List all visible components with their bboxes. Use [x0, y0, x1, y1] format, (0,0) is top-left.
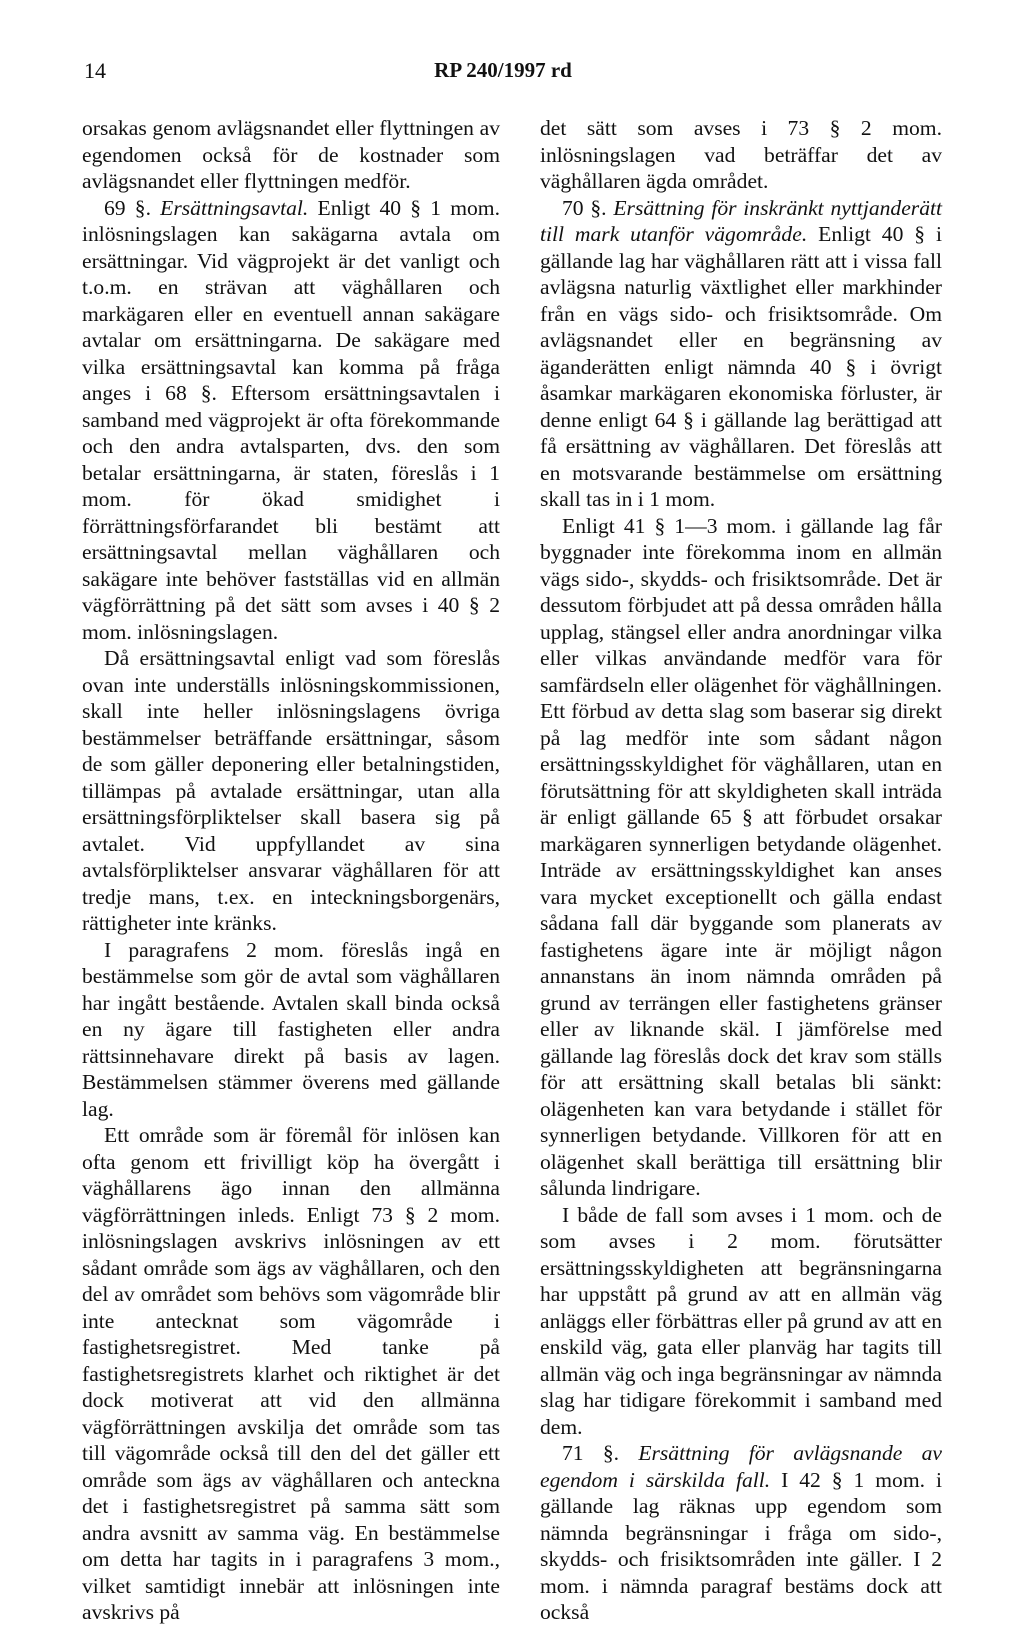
- section-number: 71 §.: [562, 1441, 620, 1465]
- section-body: I 42 § 1 mom. i gällande lag räknas upp egendom som nämnda begränsningar i fråga om sido-, skydds- och frisiktsområden inte gäller. I 2 mom. i nämnda paragraf bestäms dock att också: [540, 1467, 942, 1624]
- document-id: RP 240/1997 rd: [434, 58, 572, 82]
- section-title: Ersättningsavtal.: [160, 195, 309, 220]
- section-number: 70 §.: [562, 195, 607, 220]
- paragraph: Då ersättningsavtal enligt vad som föreslås ovan inte underställs inlösningskommissionen, skall inte heller inlösningslagens övriga bestämmelser beträffande ersättningar, såsom de som gäller deponering eller betalningstiden, tillämpas på avtalade ersättningar, utan alla ersättningsförpliktelser skall basera sig på avtalet. Vid uppfyllandet av sina avtalsförpliktelser ansvarar väghållaren för att tredje mans, t.ex. en inteckningsborgenärs, rättigheter inte kränks.: [82, 646, 500, 935]
- left-column: [82, 115, 500, 1626]
- paragraph: Ett område som är föremål för inlösen kan ofta genom ett frivilligt köp ha övergått i väghållarens ägo innan den allmänna vägförrättningen inleds. Enligt 73 § 2 mom. inlösningslagen avskrivs inlösningen av ett sådant område som ägs av väghållaren, och den del av området som behövs som vägområde blir inte antecknat som vägområde i fastighetsregistret. Med tanke på fastighetsregistrets klarhet och riktighet är det dock motiverat att vid den allmänna vägförrättningen avskilja det område som tas till vägområde också till den del det gäller ett område som ägs av väghållaren och anteckna det i fastighetsregistret på samma sätt som andra avsnitt av samma väg. En bestämmelse om detta har tagits in i paragrafens 3 mom., vilket samtidigt innebär att inlösningen inte avskrivs på: [82, 1123, 500, 1624]
- section-title: Ersättning för avlägsnande av egendom i särskilda fall.: [540, 1441, 942, 1492]
- section-body: Enligt 40 § i gällande lag har väghållaren rätt att i vissa fall avlägsna naturlig växtlighet eller markhinder från en vägs sido- och frisiktsområde. Om avlägsnandet eller en begränsning av äganderätten enligt nämnda 40 § i övrigt åsamkar markägaren ekonomiska förluster, är denne enligt 64 § i gällande lag berättigad att få ersättning av väghållaren. Det föreslås att en motsvarande bestämmelse om ersättning skall tas in i 1 mom.: [540, 222, 942, 511]
- paragraph: I både de fall som avses i 1 mom. och de som avses i 2 mom. förutsätter ersättningsskyldigheten att begränsningarna har uppstått på grund av att en allmän väg anläggs eller förbättras eller på grund av att en enskild väg, gata eller planväg har tagits till allmän väg och inga begränsningar av nämnda slag har tidigare förekommit i samband med dem.: [540, 1202, 942, 1439]
- paragraph: I paragrafens 2 mom. föreslås ingå en bestämmelse som gör de avtal som väghållaren har ingått bestående. Avtalen skall binda också en ny ägare till fastigheten eller andra rättsinnehavare direkt på basis av lagen. Bestämmelsen stämmer överens med gällande lag.: [82, 937, 500, 1121]
- right-column: [540, 115, 942, 1626]
- page-number: 14: [84, 58, 106, 83]
- section-71: [540, 1440, 942, 1626]
- section-70: [540, 195, 942, 513]
- section-body: Enligt 40 § 1 mom. inlösningslagen kan sakägarna avtala om ersättningar. Vid vägprojekt är det vanligt och t.o.m. en strävan att väghållaren och markägaren eller en eventuell annan sakägare avtalar om ersättningarna. De sakägare med vilka ersättningsavtal kan komma på fråga anges i 68 §. Eftersom ersättningsavtalen i samband med vägprojekt är ofta förekommande och den andra avtalsparten, dvs. den som betalar ersättningarna, är staten, föreslås i 1 mom. för ökad smidighet i förrättningsförfarandet bli bestämt att ersättningsavtal mellan väghållaren och sakägare inte behöver fastställas vid en allmän vägförrättning på det sätt som avses i 40 § 2 mom. inlösningslagen.: [82, 195, 500, 644]
- section-69: [82, 195, 500, 646]
- paragraph: det sätt som avses i 73 § 2 mom. inlösningslagen vad beträffar det av väghållaren ägda området.: [540, 116, 942, 193]
- page-header: [84, 58, 922, 88]
- paragraph: Enligt 41 § 1—3 mom. i gällande lag får byggnader inte förekomma inom en allmän vägs sido-, skydds- och frisiktsområde. Det är dessutom förbjudet att på dessa områden hålla upplag, stängsel eller andra anordningar vilka eller vilkas användande medför vara för samfärdseln eller olägenhet för väghållningen. Ett förbud av detta slag som baserar sig direkt på lag medför inte som sådant någon ersättningsskyldighet för väghållaren, utan en förutsättning för att skyldigheten skall inträda är enligt gällande 65 § att förbudet orsakar markägaren synnerligen betydande olägenhet. Inträde av ersättningsskyldighet kan anses vara mycket exceptionellt och gälla endast sådana fall där byggande som planerats av fastighetens ägare inte är möjligt någon annanstans än inom nämnda områden på grund av terrängen eller fastighetens gränser eller av liknande skäl. I jämförelse med gällande lag föreslås dock det krav som ställs för att ersättning skall betalas bli sänkt: olägenheten kan vara betydande i stället för synnerligen betydande. Villkoren för att en olägenhet skall berättiga till ersättning blir sålunda lindrigare.: [540, 513, 942, 1200]
- section-number: 69 §.: [104, 195, 151, 220]
- paragraph: orsakas genom avlägsnandet eller flyttningen av egendomen också för de kostnader som avlägsnandet eller flyttningen medför.: [82, 116, 500, 193]
- section-title: Ersättning för inskränkt nyttjanderätt till mark utanför vägområde.: [540, 195, 942, 246]
